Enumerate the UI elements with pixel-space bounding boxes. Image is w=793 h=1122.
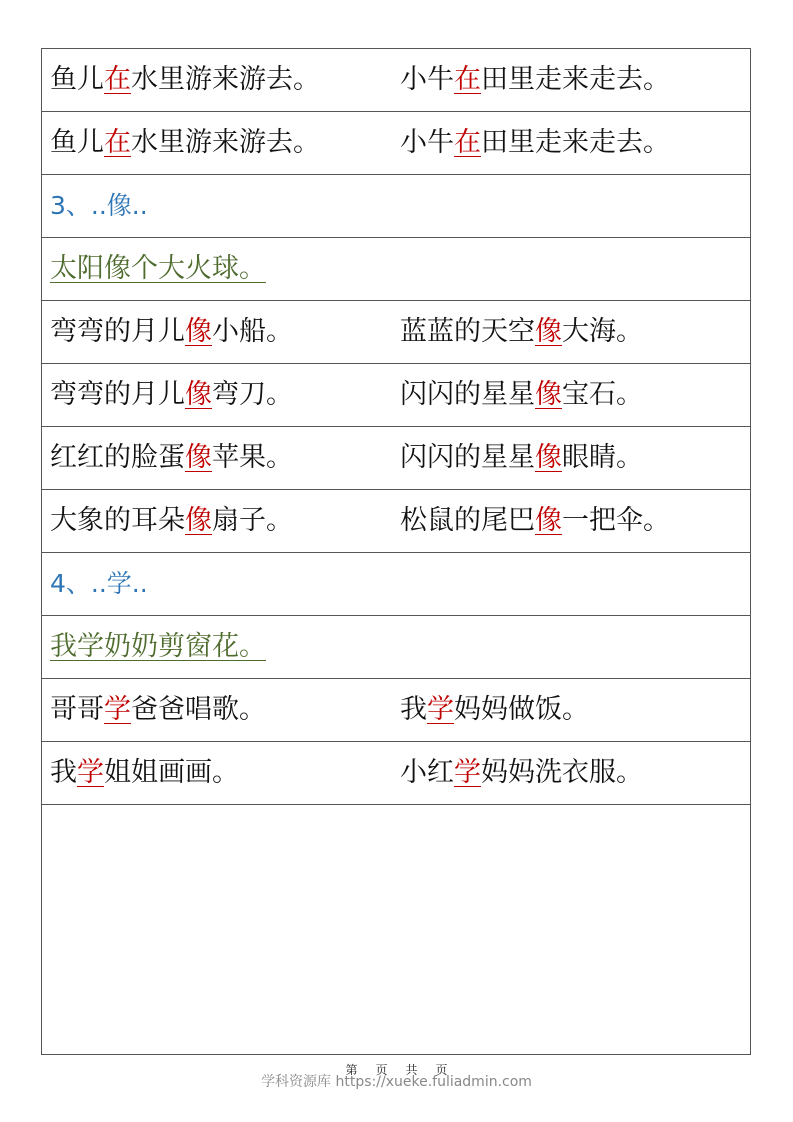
example-sentence: 我学奶奶剪窗花。 [50, 631, 266, 662]
sentence-text: 哥哥 [50, 694, 104, 725]
section-heading: 4、..学.. [50, 569, 148, 598]
sentence-text: 小船。 [212, 316, 293, 347]
sentence-text: 弯刀。 [212, 379, 293, 410]
sentence-text: 松鼠的尾巴 [400, 505, 535, 536]
sentence-text: 爸爸唱歌。 [131, 694, 266, 725]
keyword: 在 [454, 64, 481, 95]
sentence-right [400, 679, 589, 741]
example-row [42, 616, 750, 679]
sentence-text: 闪闪的星星 [400, 379, 535, 410]
sentence-left [50, 301, 293, 363]
sentence-text: 小红 [400, 757, 454, 788]
source-footer: 学科资源库 https://xueke.fuliadmin.com [261, 1074, 532, 1090]
keyword: 在 [104, 127, 131, 158]
sentence-text: 一把伞。 [562, 505, 670, 536]
sentence-text: 眼睛。 [562, 442, 643, 473]
sentence-text: 大海。 [562, 316, 643, 347]
sentence-text: 红红的脸蛋 [50, 442, 185, 473]
page-label: 第 [345, 1063, 358, 1077]
sentence-text: 田里走来走去。 [481, 64, 670, 95]
keyword: 像 [185, 442, 212, 473]
sentence-text: 小牛 [400, 127, 454, 158]
keyword: 像 [535, 316, 562, 347]
sentence-row [42, 427, 750, 490]
sentence-text: 我 [50, 757, 77, 788]
keyword: 学 [454, 757, 481, 788]
sentence-left [50, 112, 320, 174]
section-heading-row [42, 553, 750, 616]
page-label: 页 [435, 1063, 448, 1077]
sentence-text: 我 [400, 694, 427, 725]
keyword: 学 [77, 757, 104, 788]
sentence-row [42, 49, 750, 112]
sentence-text: 蓝蓝的天空 [400, 316, 535, 347]
sentence-right [400, 742, 643, 804]
sentence-right [400, 427, 643, 489]
sentence-right [400, 490, 670, 552]
sentence-text: 弯弯的月儿 [50, 379, 185, 410]
sentence-row [42, 364, 750, 427]
sentence-row [42, 112, 750, 175]
sentence-text: 鱼儿 [50, 127, 104, 158]
sentence-text: 闪闪的星星 [400, 442, 535, 473]
sentence-text: 水里游来游去。 [131, 64, 320, 95]
sentence-text: 扇子。 [212, 505, 293, 536]
sentence-text: 妈妈做饭。 [454, 694, 589, 725]
keyword: 像 [185, 379, 212, 410]
sentence-text: 鱼儿 [50, 64, 104, 95]
keyword: 像 [185, 316, 212, 347]
sentence-text: 弯弯的月儿 [50, 316, 185, 347]
sentence-right [400, 112, 670, 174]
sentence-left [50, 427, 293, 489]
sentence-text: 大象的耳朵 [50, 505, 185, 536]
keyword: 学 [104, 694, 131, 725]
sentence-row [42, 490, 750, 553]
sentence-left [50, 49, 320, 111]
sentence-left [50, 742, 239, 804]
sentence-text: 水里游来游去。 [131, 127, 320, 158]
sentence-left [50, 490, 293, 552]
sentence-text: 姐姐画画。 [104, 757, 239, 788]
keyword: 像 [185, 505, 212, 536]
keyword: 像 [535, 505, 562, 536]
sentence-left [50, 364, 293, 426]
keyword: 在 [104, 64, 131, 95]
sentence-row [42, 679, 750, 742]
sentence-text: 苹果。 [212, 442, 293, 473]
keyword: 像 [535, 379, 562, 410]
keyword: 像 [535, 442, 562, 473]
sentence-right [400, 49, 670, 111]
sentence-text: 妈妈洗衣服。 [481, 757, 643, 788]
page-label: 共 [405, 1063, 418, 1077]
sentence-text: 宝石。 [562, 379, 643, 410]
section-heading: 3、..像.. [50, 191, 148, 220]
worksheet-table [41, 48, 751, 1055]
sentence-row [42, 301, 750, 364]
sentence-row [42, 742, 750, 805]
example-row [42, 238, 750, 301]
sentence-left [50, 679, 266, 741]
section-heading-row [42, 175, 750, 238]
sentence-text: 小牛 [400, 64, 454, 95]
example-sentence: 太阳像个大火球。 [50, 253, 266, 284]
sentence-right [400, 364, 643, 426]
page-label: 页 [375, 1063, 388, 1077]
keyword: 在 [454, 127, 481, 158]
keyword: 学 [427, 694, 454, 725]
sentence-text: 田里走来走去。 [481, 127, 670, 158]
sentence-right [400, 301, 643, 363]
